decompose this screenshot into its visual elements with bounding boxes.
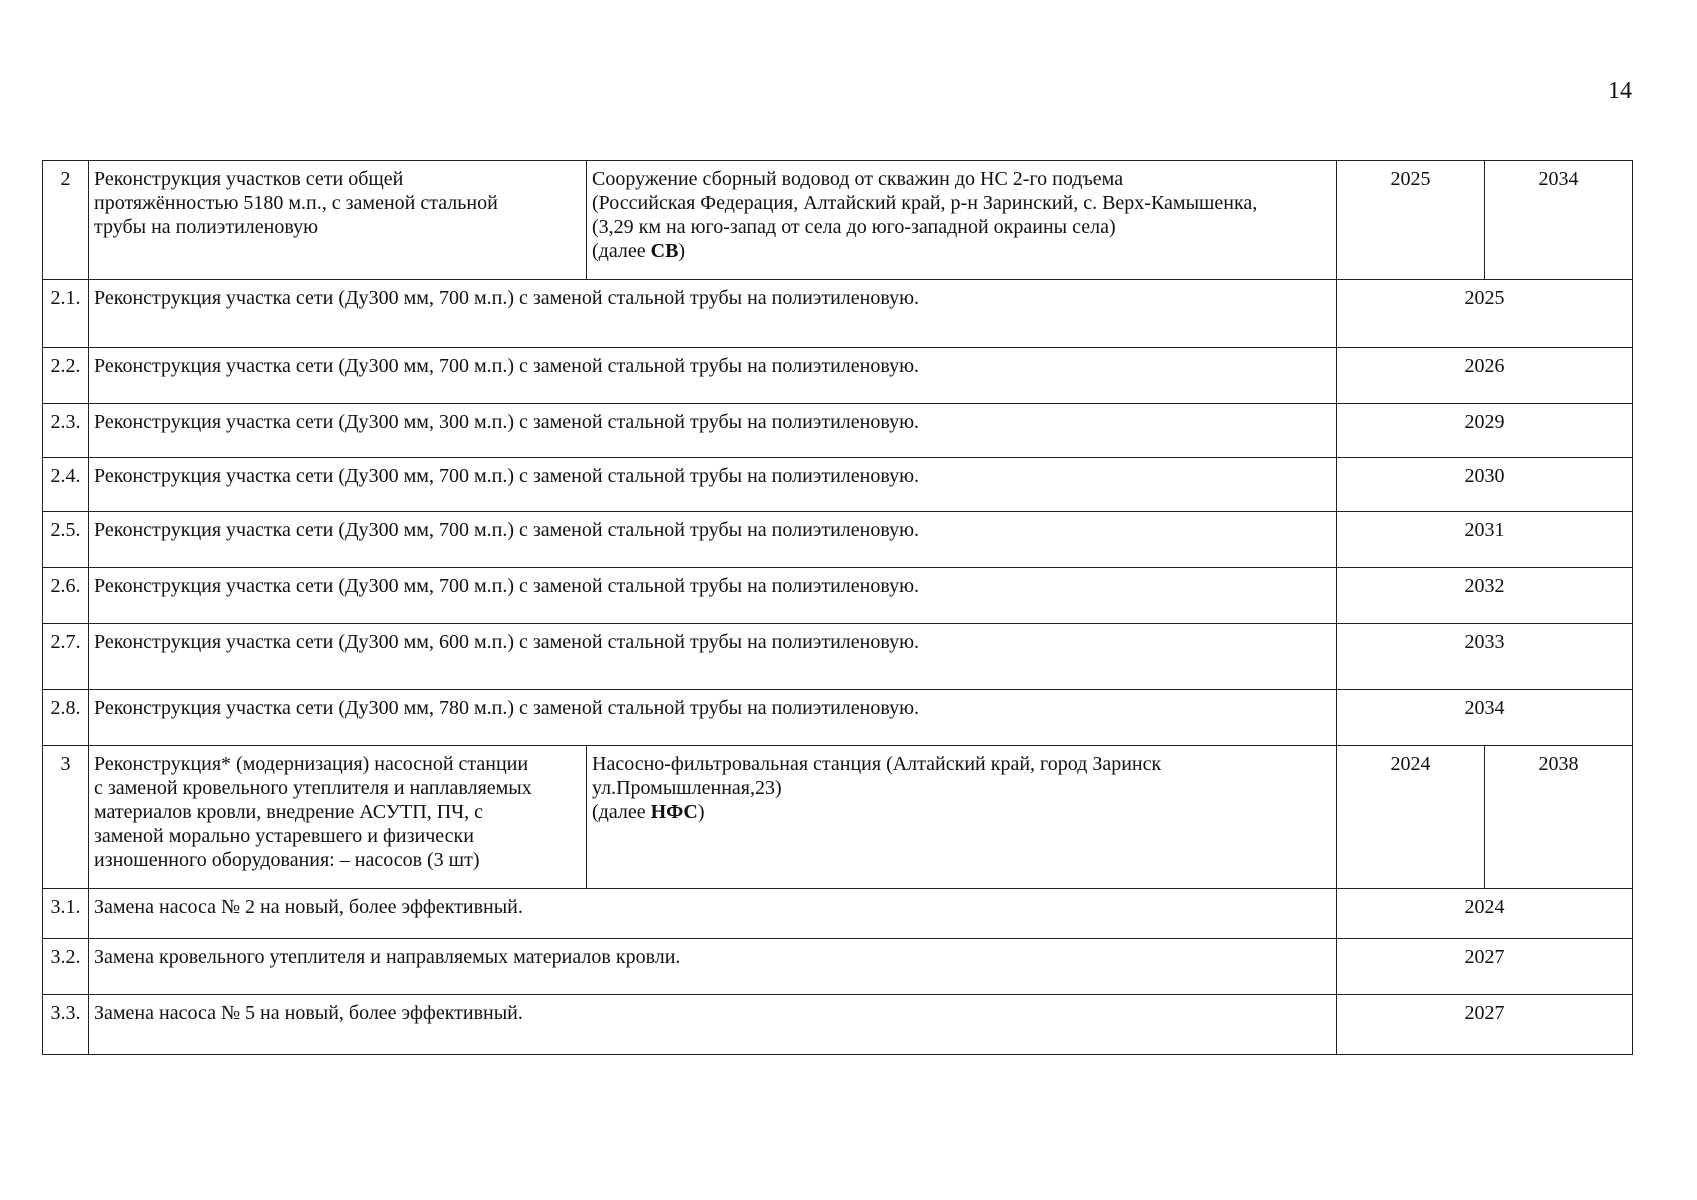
row-description: Реконструкция участка сети (Ду300 мм, 780 м.п.) с заменой стальной трубы на полиэтиленовую. [89, 690, 1337, 746]
row-description: Реконструкция участка сети (Ду300 мм, 700 м.п.) с заменой стальной трубы на полиэтиленовую. [89, 348, 1337, 404]
abbr-suffix: ) [697, 801, 705, 823]
table-row-sub [43, 512, 1633, 568]
table-row-sub [43, 690, 1633, 746]
row-year: 2033 [1337, 624, 1633, 690]
row-number: 2.4. [43, 458, 89, 512]
end-year: 2038 [1485, 746, 1633, 889]
object-line: Сооружение сборный водовод от скважин до НС 2-го подъема [592, 168, 1124, 190]
description-line: изношенного оборудования: – насосов (3 шт) [94, 849, 480, 871]
row-description: Реконструкция участка сети (Ду300 мм, 700 м.п.) с заменой стальной трубы на полиэтиленовую. [89, 512, 1337, 568]
object-abbreviation [592, 800, 1331, 824]
row-number: 2 [43, 161, 89, 280]
object-abbreviation [592, 239, 1331, 263]
object-line: Насосно-фильтровальная станция (Алтайский край, город Заринск [592, 753, 1162, 775]
row-number: 2.8. [43, 690, 89, 746]
description-line: трубы на полиэтиленовую [94, 216, 319, 238]
table-row-sub [43, 280, 1633, 348]
description-line: заменой морально устаревшего и физически [94, 825, 474, 847]
description-line: Реконструкция участков сети общей [94, 168, 404, 190]
abbr-prefix: (далее [592, 240, 651, 262]
row-description [89, 161, 587, 280]
row-year: 2025 [1337, 280, 1633, 348]
start-year: 2024 [1337, 746, 1485, 889]
table-row-sub [43, 624, 1633, 690]
row-number: 2.5. [43, 512, 89, 568]
row-number: 3.3. [43, 995, 89, 1055]
row-year: 2034 [1337, 690, 1633, 746]
start-year: 2025 [1337, 161, 1485, 280]
page-number: 14 [1608, 78, 1632, 104]
abbr-suffix: ) [678, 240, 686, 262]
row-number: 3.2. [43, 939, 89, 995]
row-object [587, 746, 1337, 889]
row-year: 2031 [1337, 512, 1633, 568]
row-description: Реконструкция участка сети (Ду300 мм, 700 м.п.) с заменой стальной трубы на полиэтиленовую. [89, 458, 1337, 512]
row-object [587, 161, 1337, 280]
object-line: (Российская Федерация, Алтайский край, р-н Заринский, с. Верх-Камышенка, [592, 192, 1258, 214]
row-description: Замена насоса № 2 на новый, более эффективный. [89, 889, 1337, 939]
row-year: 2027 [1337, 995, 1633, 1055]
row-year: 2026 [1337, 348, 1633, 404]
description-line: с заменой кровельного утеплителя и наплавляемых [94, 777, 532, 799]
row-number: 2.6. [43, 568, 89, 624]
table-row-sub [43, 889, 1633, 939]
row-number: 3.1. [43, 889, 89, 939]
table-row-sub [43, 568, 1633, 624]
row-description: Реконструкция участка сети (Ду300 мм, 700 м.п.) с заменой стальной трубы на полиэтиленовую. [89, 280, 1337, 348]
row-number: 2.3. [43, 404, 89, 458]
row-year: 2027 [1337, 939, 1633, 995]
row-description [89, 746, 587, 889]
table-row-sub [43, 348, 1633, 404]
table-row-sub [43, 404, 1633, 458]
object-line: (3,29 км на юго-запад от села до юго-западной окраины села) [592, 216, 1116, 238]
row-number: 3 [43, 746, 89, 889]
row-year: 2024 [1337, 889, 1633, 939]
row-year: 2030 [1337, 458, 1633, 512]
table-row-sub [43, 939, 1633, 995]
row-number: 2.7. [43, 624, 89, 690]
table-row-main [43, 746, 1633, 889]
description-line: Реконструкция* (модернизация) насосной станции [94, 753, 529, 775]
table-row-sub [43, 458, 1633, 512]
abbr-prefix: (далее [592, 801, 651, 823]
row-description: Замена кровельного утеплителя и направляемых материалов кровли. [89, 939, 1337, 995]
row-year: 2032 [1337, 568, 1633, 624]
table-row-main [43, 161, 1633, 280]
description-line: протяжённостью 5180 м.п., с заменой стальной [94, 192, 498, 214]
row-number: 2.2. [43, 348, 89, 404]
row-description: Реконструкция участка сети (Ду300 мм, 300 м.п.) с заменой стальной трубы на полиэтиленовую. [89, 404, 1337, 458]
row-description: Реконструкция участка сети (Ду300 мм, 600 м.п.) с заменой стальной трубы на полиэтиленовую. [89, 624, 1337, 690]
row-description: Реконструкция участка сети (Ду300 мм, 700 м.п.) с заменой стальной трубы на полиэтиленовую. [89, 568, 1337, 624]
table-row-sub [43, 995, 1633, 1055]
description-line: материалов кровли, внедрение АСУТП, ПЧ, с [94, 801, 484, 823]
abbr-code: НФС [650, 801, 698, 823]
object-line: ул.Промышленная,23) [592, 777, 782, 799]
row-description: Замена насоса № 5 на новый, более эффективный. [89, 995, 1337, 1055]
reconstruction-table [42, 160, 1633, 1055]
end-year: 2034 [1485, 161, 1633, 280]
abbr-code: СВ [650, 240, 679, 262]
row-year: 2029 [1337, 404, 1633, 458]
row-number: 2.1. [43, 280, 89, 348]
